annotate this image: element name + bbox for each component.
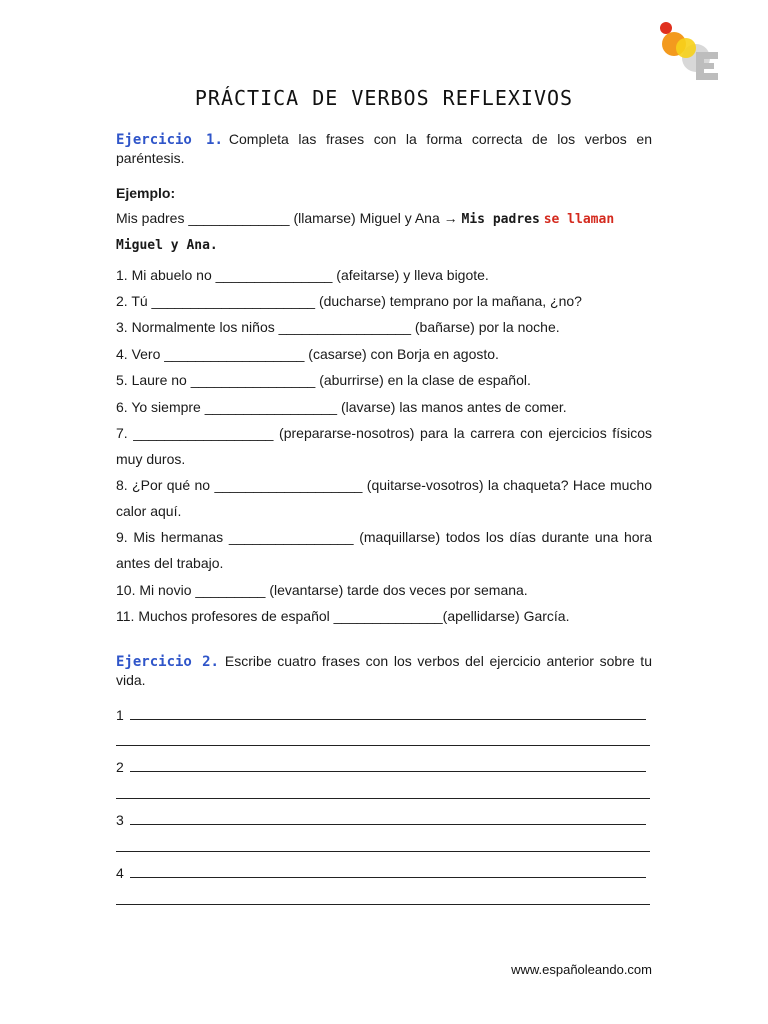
writing-line-number: 2 <box>116 759 124 775</box>
example-answer-start: Mis padres <box>461 212 540 227</box>
espanoleando-logo-icon <box>650 18 730 88</box>
sentence-6: 6. Yo siempre _________________ (lavarse) las manos antes de comer. <box>116 399 567 415</box>
footer-website: www.españoleando.com <box>511 962 652 977</box>
example-heading-text: Ejemplo: <box>116 185 176 201</box>
writing-line-number: 4 <box>116 865 124 881</box>
sentence-9: 9. Mis hermanas ________________ (maquillarse) todos los días durante una hora antes del trabajo. <box>116 529 652 571</box>
blank-line[interactable] <box>116 839 650 852</box>
sentence-2: 2. Tú _____________________ (ducharse) temprano por la mañana, ¿no? <box>116 293 582 309</box>
blank-line[interactable] <box>116 892 650 905</box>
writing-line-number: 1 <box>116 707 124 723</box>
exercise2-label: Ejercicio 2. <box>116 654 219 670</box>
exercise2-instruction-block <box>116 652 652 689</box>
example-block <box>116 206 652 258</box>
writing-line-4b[interactable] <box>116 891 652 909</box>
sentence-3: 3. Normalmente los niños _________________ (bañarse) por la noche. <box>116 319 560 335</box>
writing-line-1b[interactable] <box>116 732 652 750</box>
writing-line-2b[interactable] <box>116 785 652 803</box>
sentence-7: 7. __________________ (prepararse-nosotros) para la carrera con ejercicios físicos muy duros. <box>116 425 652 467</box>
exercise1-instruction: Completa las frases con la forma correcta de los verbos en paréntesis. <box>116 131 652 166</box>
example-prompt: Mis padres _____________ (llamarse) Miguel y Ana <box>116 210 440 226</box>
exercise2-instruction: Escribe cuatro frases con los verbos del ejercicio anterior sobre tu vida. <box>116 653 652 688</box>
blank-line[interactable] <box>130 707 646 720</box>
sentence-11: 11. Muchos profesores de español ______________(apellidarse) García. <box>116 608 570 624</box>
writing-line-number: 3 <box>116 812 124 828</box>
arrow-icon: → <box>443 210 458 226</box>
example-answer-verb: se llaman <box>543 212 615 227</box>
sentence-4: 4. Vero __________________ (casarse) con Borja en agosto. <box>116 346 499 362</box>
sentence-5: 5. Laure no ________________ (aburrirse) en la clase de español. <box>116 372 531 388</box>
exercise1-label: Ejercicio 1. <box>116 132 223 148</box>
blank-line[interactable] <box>116 733 650 746</box>
sentence-1: 1. Mi abuelo no _______________ (afeitarse) y lleva bigote. <box>116 267 489 283</box>
logo-yellow-circle <box>676 38 696 58</box>
logo-red-dot <box>660 22 672 34</box>
writing-line-2[interactable] <box>116 758 652 776</box>
page-title: PRÁCTICA DE VERBOS REFLEXIVOS <box>194 86 574 110</box>
exercise1-instruction-block <box>116 130 652 167</box>
example-heading <box>116 184 652 202</box>
blank-line[interactable] <box>130 865 646 878</box>
sentence-8: 8. ¿Por qué no ___________________ (quitarse-vosotros) la chaqueta? Hace mucho calor aquí. <box>116 477 652 519</box>
writing-line-3[interactable] <box>116 811 652 829</box>
writing-line-4[interactable] <box>116 864 652 882</box>
blank-line[interactable] <box>130 759 646 772</box>
blank-line[interactable] <box>130 812 646 825</box>
sentence-10: 10. Mi novio _________ (levantarse) tarde dos veces por semana. <box>116 582 528 598</box>
example-answer-end: Miguel y Ana. <box>116 238 218 253</box>
logo-letter-e <box>696 52 718 80</box>
blank-line[interactable] <box>116 786 650 799</box>
writing-line-1[interactable] <box>116 706 652 724</box>
writing-line-3b[interactable] <box>116 838 652 856</box>
